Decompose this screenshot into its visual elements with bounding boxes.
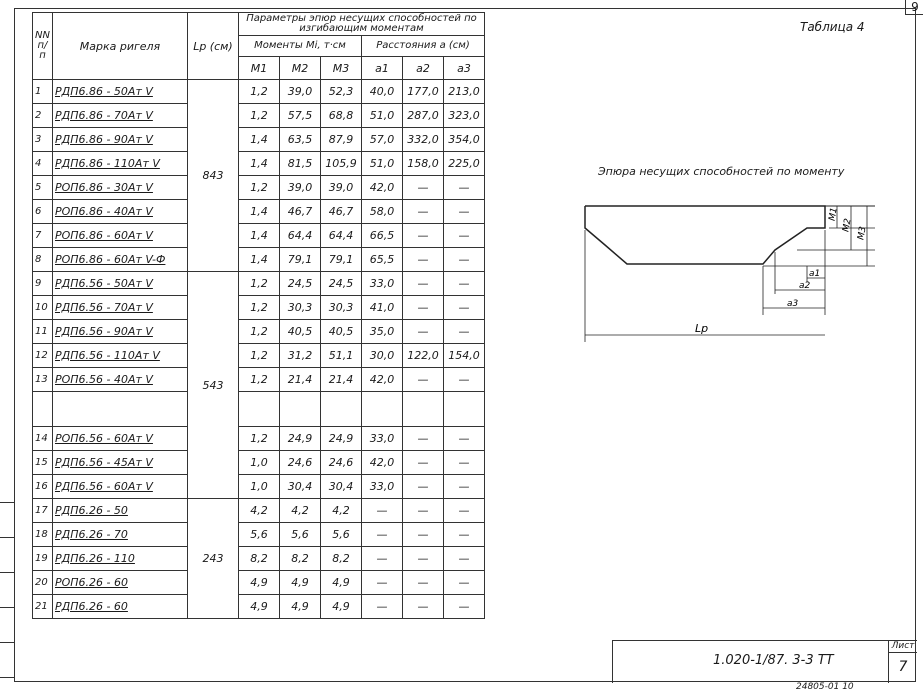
label-m2: M2: [841, 217, 854, 233]
m3-value: 68,8: [320, 104, 361, 128]
a2-value: —: [402, 547, 443, 571]
diagram-title: Эпюра несущих способностей по моменту: [598, 165, 845, 178]
beam-mark: РОП6.56 - 40Ат V: [52, 368, 187, 392]
m2-value: 24,6: [279, 451, 320, 475]
m1-value: 1,2: [238, 344, 279, 368]
table-row: [33, 475, 485, 499]
empty-cell: [33, 392, 53, 427]
header-mark: Марка ригеля: [52, 13, 187, 80]
row-number: 1: [33, 80, 53, 104]
row-number: 18: [33, 523, 53, 547]
a3-value: 323,0: [443, 104, 484, 128]
m2-value: 24,9: [279, 427, 320, 451]
table-row: [33, 152, 485, 176]
a2-value: —: [402, 224, 443, 248]
m2-value: 46,7: [279, 200, 320, 224]
m1-value: 1,2: [238, 176, 279, 200]
beam-mark: РДП6.26 - 60: [52, 595, 187, 619]
m3-value: 52,3: [320, 80, 361, 104]
table-row: [33, 224, 485, 248]
header-lp: Lр (см): [187, 13, 238, 80]
beam-mark: РДП6.56 - 110Ат V: [52, 344, 187, 368]
a1-value: 41,0: [361, 296, 402, 320]
a2-value: —: [402, 427, 443, 451]
a1-value: 66,5: [361, 224, 402, 248]
m2-value: 4,2: [279, 499, 320, 523]
a3-value: 154,0: [443, 344, 484, 368]
table-row: [33, 320, 485, 344]
row-number: 4: [33, 152, 53, 176]
empty-cell: [238, 392, 279, 427]
empty-cell: [52, 392, 187, 427]
m2-value: 39,0: [279, 176, 320, 200]
label-a1: a1: [809, 269, 821, 279]
a3-value: 213,0: [443, 80, 484, 104]
m2-value: 4,9: [279, 595, 320, 619]
beam-mark: РДП6.86 - 70Ат V: [52, 104, 187, 128]
table-row: [33, 200, 485, 224]
a3-value: —: [443, 547, 484, 571]
a2-value: —: [402, 248, 443, 272]
table-row-spacer: [33, 392, 485, 427]
m1-value: 4,2: [238, 499, 279, 523]
a1-value: 40,0: [361, 80, 402, 104]
a1-value: 42,0: [361, 176, 402, 200]
m2-value: 24,5: [279, 272, 320, 296]
sheet-number: 7: [898, 659, 908, 675]
header-distances: Расстояния a (см): [361, 36, 484, 57]
a1-value: —: [361, 547, 402, 571]
row-number: 13: [33, 368, 53, 392]
a3-value: —: [443, 571, 484, 595]
beam-mark: РДП6.26 - 70: [52, 523, 187, 547]
title-block: [612, 640, 917, 683]
m1-value: 8,2: [238, 547, 279, 571]
a3-value: —: [443, 523, 484, 547]
a2-value: —: [402, 176, 443, 200]
m2-value: 40,5: [279, 320, 320, 344]
table-row: [33, 499, 485, 523]
table-row: [33, 368, 485, 392]
a1-value: 35,0: [361, 320, 402, 344]
beam-mark: РОП6.56 - 60Ат V: [52, 427, 187, 451]
beam-mark: РОП6.26 - 60: [52, 571, 187, 595]
table-row: [33, 272, 485, 296]
row-number: 12: [33, 344, 53, 368]
m3-value: 24,5: [320, 272, 361, 296]
row-number: 5: [33, 176, 53, 200]
a3-value: —: [443, 368, 484, 392]
m2-value: 31,2: [279, 344, 320, 368]
beam-mark: РДП6.26 - 50: [52, 499, 187, 523]
m2-value: 79,1: [279, 248, 320, 272]
table-row: [33, 248, 485, 272]
beam-mark: РДП6.86 - 90Ат V: [52, 128, 187, 152]
beam-mark: РДП6.56 - 45Ат V: [52, 451, 187, 475]
a3-value: —: [443, 248, 484, 272]
label-m3: M3: [856, 225, 869, 241]
m1-value: 1,4: [238, 128, 279, 152]
m3-value: 24,6: [320, 451, 361, 475]
a1-value: 57,0: [361, 128, 402, 152]
a2-value: —: [402, 523, 443, 547]
a2-value: —: [402, 571, 443, 595]
row-number: 17: [33, 499, 53, 523]
a2-value: —: [402, 368, 443, 392]
m3-value: 21,4: [320, 368, 361, 392]
parameters-table: [32, 12, 485, 619]
a2-value: —: [402, 475, 443, 499]
table-row: [33, 128, 485, 152]
a3-value: —: [443, 475, 484, 499]
row-number: 11: [33, 320, 53, 344]
m2-value: 8,2: [279, 547, 320, 571]
table-row: [33, 104, 485, 128]
a3-value: —: [443, 427, 484, 451]
m3-value: 4,9: [320, 571, 361, 595]
m1-value: 1,2: [238, 104, 279, 128]
a1-value: —: [361, 523, 402, 547]
table-row: [33, 451, 485, 475]
a3-value: —: [443, 296, 484, 320]
a2-value: 122,0: [402, 344, 443, 368]
m2-value: 81,5: [279, 152, 320, 176]
header-a2: a2: [402, 57, 443, 80]
table-row: [33, 523, 485, 547]
m1-value: 1,4: [238, 200, 279, 224]
a1-value: 33,0: [361, 272, 402, 296]
table-row: [33, 427, 485, 451]
row-number: 19: [33, 547, 53, 571]
table-row: [33, 571, 485, 595]
a2-value: 332,0: [402, 128, 443, 152]
table-row: [33, 176, 485, 200]
a2-value: —: [402, 200, 443, 224]
a2-value: —: [402, 499, 443, 523]
table-row: [33, 80, 485, 104]
a1-value: —: [361, 595, 402, 619]
table-row: [33, 344, 485, 368]
m2-value: 30,4: [279, 475, 320, 499]
m3-value: 4,9: [320, 595, 361, 619]
header-m1: M1: [238, 57, 279, 80]
row-number: 8: [33, 248, 53, 272]
m3-value: 46,7: [320, 200, 361, 224]
beam-mark: РДП6.56 - 70Ат V: [52, 296, 187, 320]
a2-value: —: [402, 451, 443, 475]
document-code: 1.020-1/87. 3-3 ТТ: [713, 653, 834, 668]
row-number: 9: [33, 272, 53, 296]
a2-value: —: [402, 595, 443, 619]
m1-value: 1,2: [238, 427, 279, 451]
empty-cell: [279, 392, 320, 427]
a2-value: —: [402, 272, 443, 296]
label-m1: M1: [827, 206, 840, 222]
m1-value: 1,4: [238, 248, 279, 272]
page-number: 9: [905, 0, 923, 15]
m3-value: 24,9: [320, 427, 361, 451]
m3-value: 30,3: [320, 296, 361, 320]
beam-mark: РДП6.56 - 50Ат V: [52, 272, 187, 296]
empty-cell: [320, 392, 361, 427]
m3-value: 64,4: [320, 224, 361, 248]
table-row: [33, 547, 485, 571]
beam-mark: РДП6.56 - 60Ат V: [52, 475, 187, 499]
row-number: 3: [33, 128, 53, 152]
label-lp: Lp: [695, 322, 709, 335]
m3-value: 79,1: [320, 248, 361, 272]
table-row: [33, 296, 485, 320]
beam-mark: РОП6.86 - 60Ат V: [52, 224, 187, 248]
a3-value: —: [443, 595, 484, 619]
a1-value: —: [361, 499, 402, 523]
m2-value: 64,4: [279, 224, 320, 248]
binding-strip: [0, 468, 15, 678]
row-number: 20: [33, 571, 53, 595]
m2-value: 30,3: [279, 296, 320, 320]
a1-value: 42,0: [361, 451, 402, 475]
empty-cell: [402, 392, 443, 427]
a3-value: —: [443, 272, 484, 296]
m3-value: 4,2: [320, 499, 361, 523]
m2-value: 57,5: [279, 104, 320, 128]
a2-value: —: [402, 296, 443, 320]
table-row: [33, 595, 485, 619]
a3-value: —: [443, 499, 484, 523]
a3-value: 354,0: [443, 128, 484, 152]
a1-value: 51,0: [361, 152, 402, 176]
m3-value: 5,6: [320, 523, 361, 547]
a1-value: 42,0: [361, 368, 402, 392]
moment-epure-diagram: [575, 190, 885, 350]
a2-value: 158,0: [402, 152, 443, 176]
m1-value: 1,2: [238, 80, 279, 104]
m3-value: 40,5: [320, 320, 361, 344]
a1-value: 58,0: [361, 200, 402, 224]
a1-value: 65,5: [361, 248, 402, 272]
a3-value: —: [443, 200, 484, 224]
sheet-box: [888, 641, 917, 683]
m2-value: 39,0: [279, 80, 320, 104]
m2-value: 63,5: [279, 128, 320, 152]
a3-value: —: [443, 224, 484, 248]
m3-value: 39,0: [320, 176, 361, 200]
a1-value: 30,0: [361, 344, 402, 368]
lp-value: 243: [187, 499, 238, 619]
header-group: Параметры эпюр несущих способностей по изгибающим моментам: [238, 13, 484, 36]
beam-mark: РОП6.86 - 60Ат V-Ф: [52, 248, 187, 272]
a1-value: —: [361, 571, 402, 595]
empty-cell: [361, 392, 402, 427]
footer-code: 24805-01 10: [796, 682, 854, 692]
table-title: Таблица 4: [800, 20, 865, 34]
a2-value: —: [402, 320, 443, 344]
empty-cell: [443, 392, 484, 427]
row-number: 2: [33, 104, 53, 128]
header-moments: Моменты Mi, т·см: [238, 36, 361, 57]
row-number: 14: [33, 427, 53, 451]
a3-value: —: [443, 451, 484, 475]
row-number: 10: [33, 296, 53, 320]
m1-value: 1,2: [238, 368, 279, 392]
m2-value: 21,4: [279, 368, 320, 392]
m3-value: 30,4: [320, 475, 361, 499]
m1-value: 1,2: [238, 296, 279, 320]
m1-value: 5,6: [238, 523, 279, 547]
row-number: 16: [33, 475, 53, 499]
sheet-label: Лист: [889, 641, 917, 653]
beam-mark: РДП6.86 - 50Ат V: [52, 80, 187, 104]
header-num: NN п/п: [33, 13, 53, 80]
m3-value: 8,2: [320, 547, 361, 571]
label-a2: a2: [799, 281, 811, 291]
lp-value: 843: [187, 80, 238, 272]
m2-value: 4,9: [279, 571, 320, 595]
a2-value: 177,0: [402, 80, 443, 104]
m1-value: 1,0: [238, 451, 279, 475]
a3-value: —: [443, 176, 484, 200]
header-a3: a3: [443, 57, 484, 80]
m2-value: 5,6: [279, 523, 320, 547]
a2-value: 287,0: [402, 104, 443, 128]
a1-value: 33,0: [361, 427, 402, 451]
a3-value: 225,0: [443, 152, 484, 176]
m1-value: 1,4: [238, 224, 279, 248]
beam-mark: РОП6.86 - 40Ат V: [52, 200, 187, 224]
m3-value: 51,1: [320, 344, 361, 368]
header-m3: M3: [320, 57, 361, 80]
label-a3: a3: [787, 299, 799, 309]
a3-value: —: [443, 320, 484, 344]
a1-value: 33,0: [361, 475, 402, 499]
header-a1: a1: [361, 57, 402, 80]
m1-value: 1,4: [238, 152, 279, 176]
m1-value: 4,9: [238, 595, 279, 619]
m3-value: 87,9: [320, 128, 361, 152]
lp-value: 543: [187, 272, 238, 499]
a1-value: 51,0: [361, 104, 402, 128]
row-number: 7: [33, 224, 53, 248]
m3-value: 105,9: [320, 152, 361, 176]
row-number: 15: [33, 451, 53, 475]
m1-value: 1,2: [238, 272, 279, 296]
row-number: 6: [33, 200, 53, 224]
row-number: 21: [33, 595, 53, 619]
m1-value: 1,2: [238, 320, 279, 344]
epure-outline: [585, 206, 825, 264]
beam-mark: РОП6.86 - 30Ат V: [52, 176, 187, 200]
beam-mark: РДП6.26 - 110: [52, 547, 187, 571]
m1-value: 1,0: [238, 475, 279, 499]
header-m2: M2: [279, 57, 320, 80]
m1-value: 4,9: [238, 571, 279, 595]
beam-mark: РДП6.86 - 110Ат V: [52, 152, 187, 176]
beam-mark: РДП6.56 - 90Ат V: [52, 320, 187, 344]
